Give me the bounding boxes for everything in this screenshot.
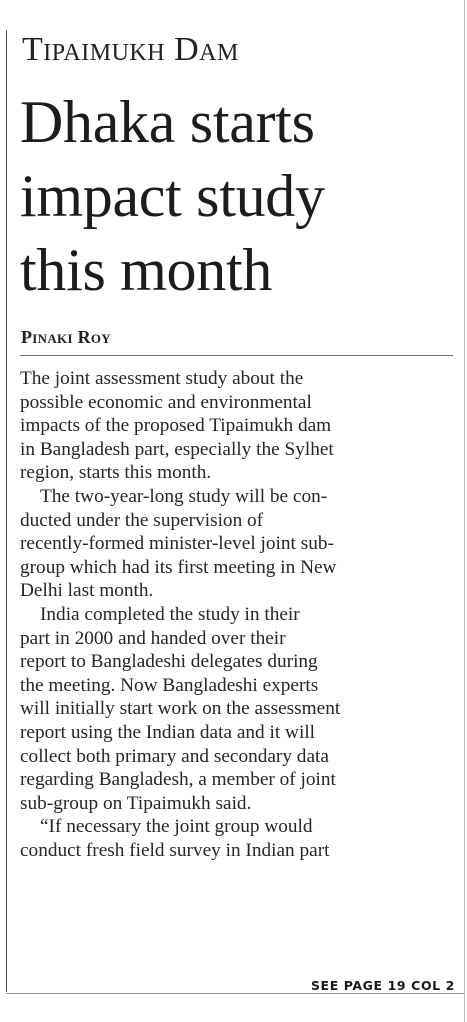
body-line: The joint assessment study about the xyxy=(20,368,304,389)
body-line: sub-group on Tipaimukh said. xyxy=(20,792,252,814)
continuation-jump-line: SEE PAGE 19 COL 2 xyxy=(310,978,455,993)
body-line: conduct fresh field survey in Indian part xyxy=(20,839,330,861)
body-line: India completed the study in their xyxy=(40,603,300,625)
body-line: group which had its first meeting in New xyxy=(20,556,337,578)
body-line: the meeting. Now Bangladeshi experts xyxy=(20,674,319,696)
body-line: impacts of the proposed Tipaimukh dam xyxy=(20,415,332,437)
headline-line: this month xyxy=(20,237,273,303)
body-line: in Bangladesh part, especially the Sylhet xyxy=(20,438,334,460)
headline xyxy=(20,85,460,307)
headline-line: Dhaka starts xyxy=(20,89,315,155)
body-line: The two-year-long study will be con- xyxy=(40,485,328,507)
body-line: report using the Indian data and it will xyxy=(20,721,316,743)
body-line: Delhi last month. xyxy=(20,580,154,602)
body-line: part in 2000 and handed over their xyxy=(20,627,286,649)
body-line: “If necessary the joint group would xyxy=(40,816,313,838)
body-line: regarding Bangladesh, a member of joint xyxy=(20,769,336,791)
body-line: report to Bangladeshi delegates during xyxy=(20,651,318,673)
body-line: recently-formed minister-level joint sub- xyxy=(20,533,334,555)
article-body xyxy=(20,367,460,862)
body-line: ducted under the supervision of xyxy=(20,509,264,531)
column-rule-left xyxy=(6,30,7,992)
kicker: Tipaimukh Dam xyxy=(22,31,239,68)
byline: Pinaki Roy xyxy=(21,327,112,347)
body-line: possible economic and environmental xyxy=(20,391,312,413)
column-rule-right xyxy=(464,0,465,1022)
byline-divider xyxy=(20,355,453,356)
body-line: will initially start work on the assessment xyxy=(20,698,341,720)
column-rule-bottom xyxy=(6,993,464,994)
headline-line: impact study xyxy=(20,163,325,229)
body-line: collect both primary and secondary data xyxy=(20,745,329,767)
body-line: region, starts this month. xyxy=(20,462,212,484)
